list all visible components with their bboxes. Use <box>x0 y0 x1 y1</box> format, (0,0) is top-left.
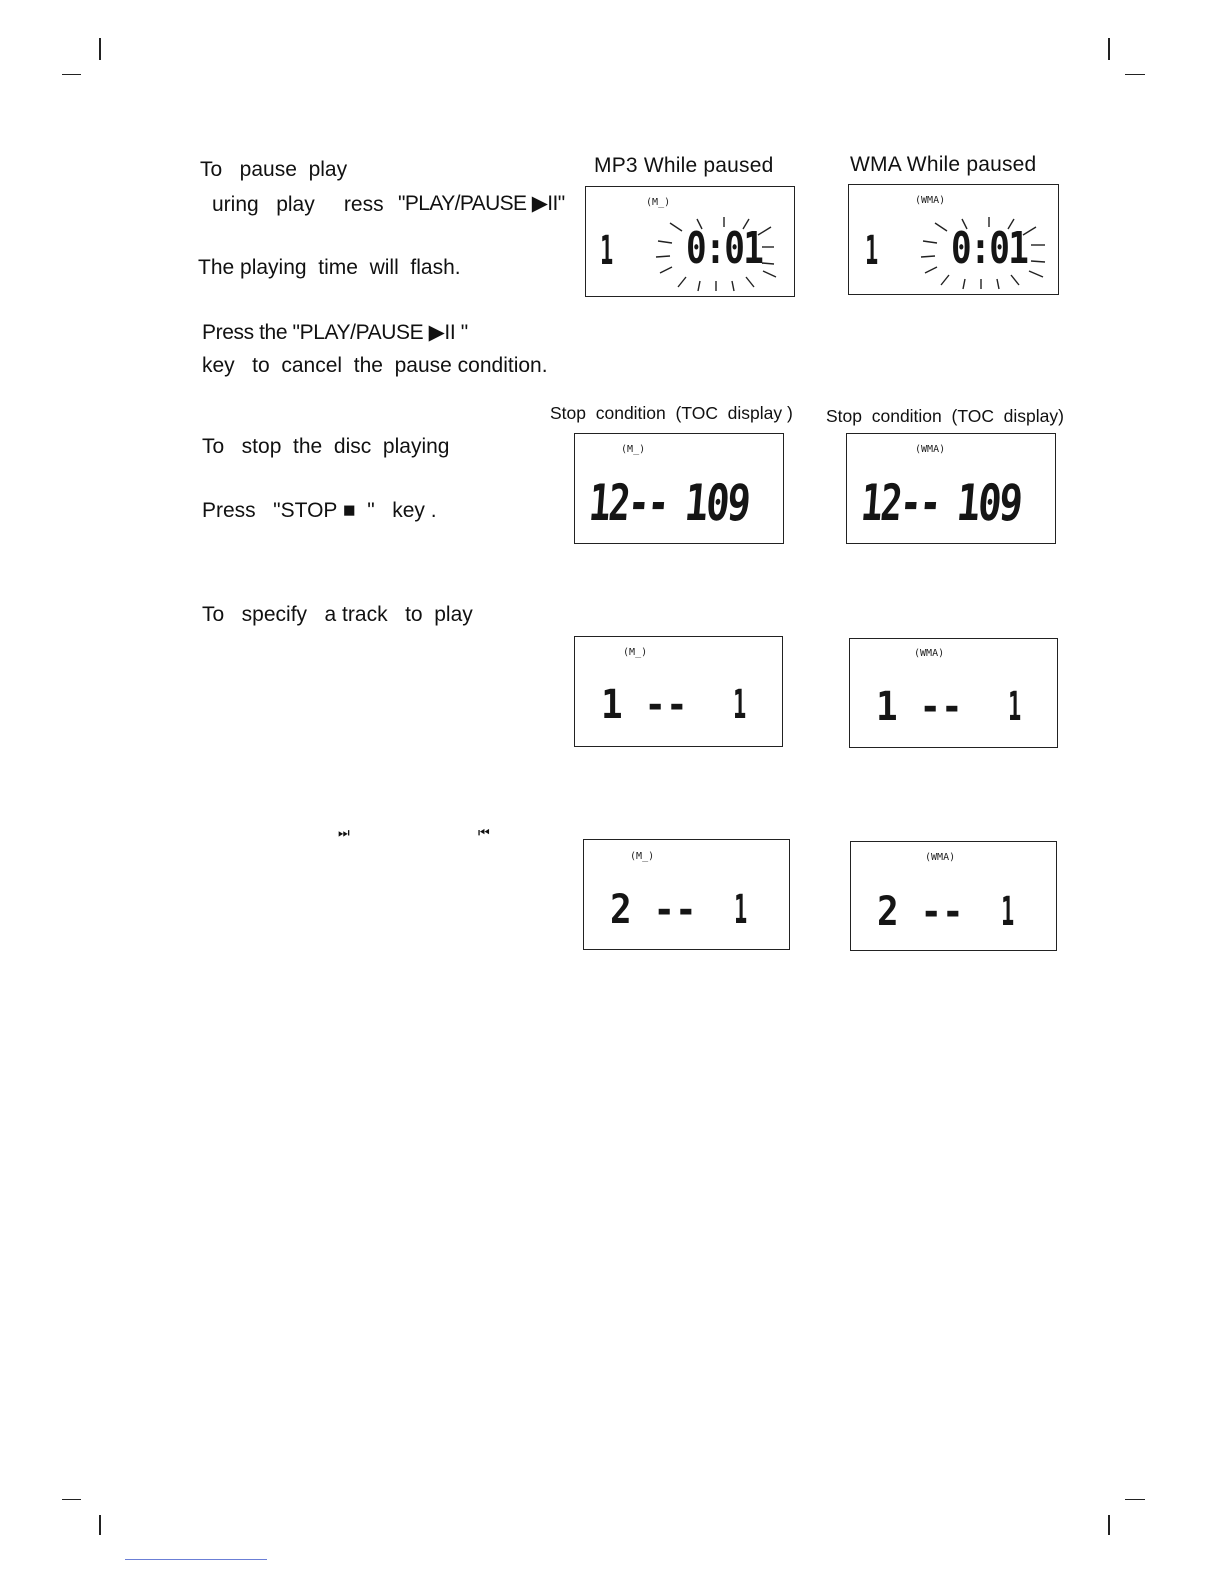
lcd-elapsed-time: 0:01 <box>951 223 1028 274</box>
crop-mark-bottom-left-h <box>62 1499 81 1500</box>
crop-mark-bottom-right-v <box>1108 1515 1110 1535</box>
caption-wma-paused: WMA While paused <box>850 153 1037 176</box>
lcd-folder-number: 1 <box>1001 889 1015 935</box>
lcd-total-time: 109 <box>682 474 751 532</box>
flash-rays-icon <box>586 187 796 298</box>
lcd-track-number: 1 -- <box>876 684 963 730</box>
lcd-track-number: 1 <box>600 228 614 274</box>
crop-mark-bottom-left-v <box>99 1515 101 1535</box>
lcd-elapsed-time: 0:01 <box>686 223 763 274</box>
mp3-disc-icon: (M_) <box>646 197 671 208</box>
flash-rays-icon <box>849 185 1060 296</box>
specify-heading: To specify a track to play <box>202 603 473 626</box>
wma-disc-icon: (WMA) <box>914 648 945 659</box>
lcd-track-number: 1 -- <box>601 682 688 728</box>
previous-track-icon: ⏮ <box>478 826 490 841</box>
pause-heading: To pause play <box>200 158 348 181</box>
wma-disc-icon: (WMA) <box>915 444 946 455</box>
lcd-total-time: 109 <box>954 474 1023 532</box>
lcd-mp3-paused <box>585 186 795 297</box>
pause-flash-note: The playing time will flash. <box>198 256 461 279</box>
crop-mark-bottom-right-h <box>1125 1499 1145 1500</box>
pause-key-label: "PLAY/PAUSE ▶II" <box>398 192 565 215</box>
next-track-icon: ⏭ <box>338 826 350 841</box>
lcd-wma-paused <box>848 184 1059 295</box>
lcd-track-number: 2 -- <box>610 887 697 933</box>
resume-instruction: Press the "PLAY/PAUSE ▶II " <box>202 321 468 344</box>
crop-mark-top-right-h <box>1125 74 1145 75</box>
lcd-track-number: 2 -- <box>877 889 964 935</box>
wma-disc-icon: (WMA) <box>915 195 946 206</box>
mp3-disc-icon: (M_) <box>621 444 646 455</box>
lcd-track-number: 1 <box>865 228 879 274</box>
mp3-disc-icon: (M_) <box>623 647 648 658</box>
lcd-mp3-stop <box>574 433 784 544</box>
lcd-folder-number: 1 <box>733 682 747 728</box>
mp3-disc-icon: (M_) <box>630 851 655 862</box>
lcd-mp3-track1 <box>574 636 783 747</box>
lcd-track-count: 12-- <box>586 474 670 532</box>
bottom-link-underline <box>125 1559 267 1560</box>
pause-instruction: uring play ress <box>212 193 384 216</box>
wma-disc-icon: (WMA) <box>925 852 956 863</box>
stop-heading: To stop the disc playing <box>202 435 450 458</box>
lcd-wma-track1 <box>849 638 1058 748</box>
lcd-wma-track2 <box>850 841 1057 951</box>
resume-instruction-2: key to cancel the pause condition. <box>202 354 548 377</box>
crop-mark-top-left-v <box>99 38 101 60</box>
stop-instruction: Press "STOP ■ " key . <box>202 499 437 522</box>
lcd-track-count: 12-- <box>858 474 942 532</box>
crop-mark-top-right-v <box>1108 38 1110 60</box>
lcd-folder-number: 1 <box>1008 684 1022 730</box>
caption-stop-left: Stop condition (TOC display ) <box>550 403 793 423</box>
lcd-mp3-track2 <box>583 839 790 950</box>
caption-stop-right: Stop condition (TOC display) <box>826 406 1064 426</box>
caption-mp3-paused: MP3 While paused <box>594 154 774 177</box>
lcd-wma-stop <box>846 433 1056 544</box>
crop-mark-top-left-h <box>62 74 81 75</box>
lcd-folder-number: 1 <box>734 887 748 933</box>
